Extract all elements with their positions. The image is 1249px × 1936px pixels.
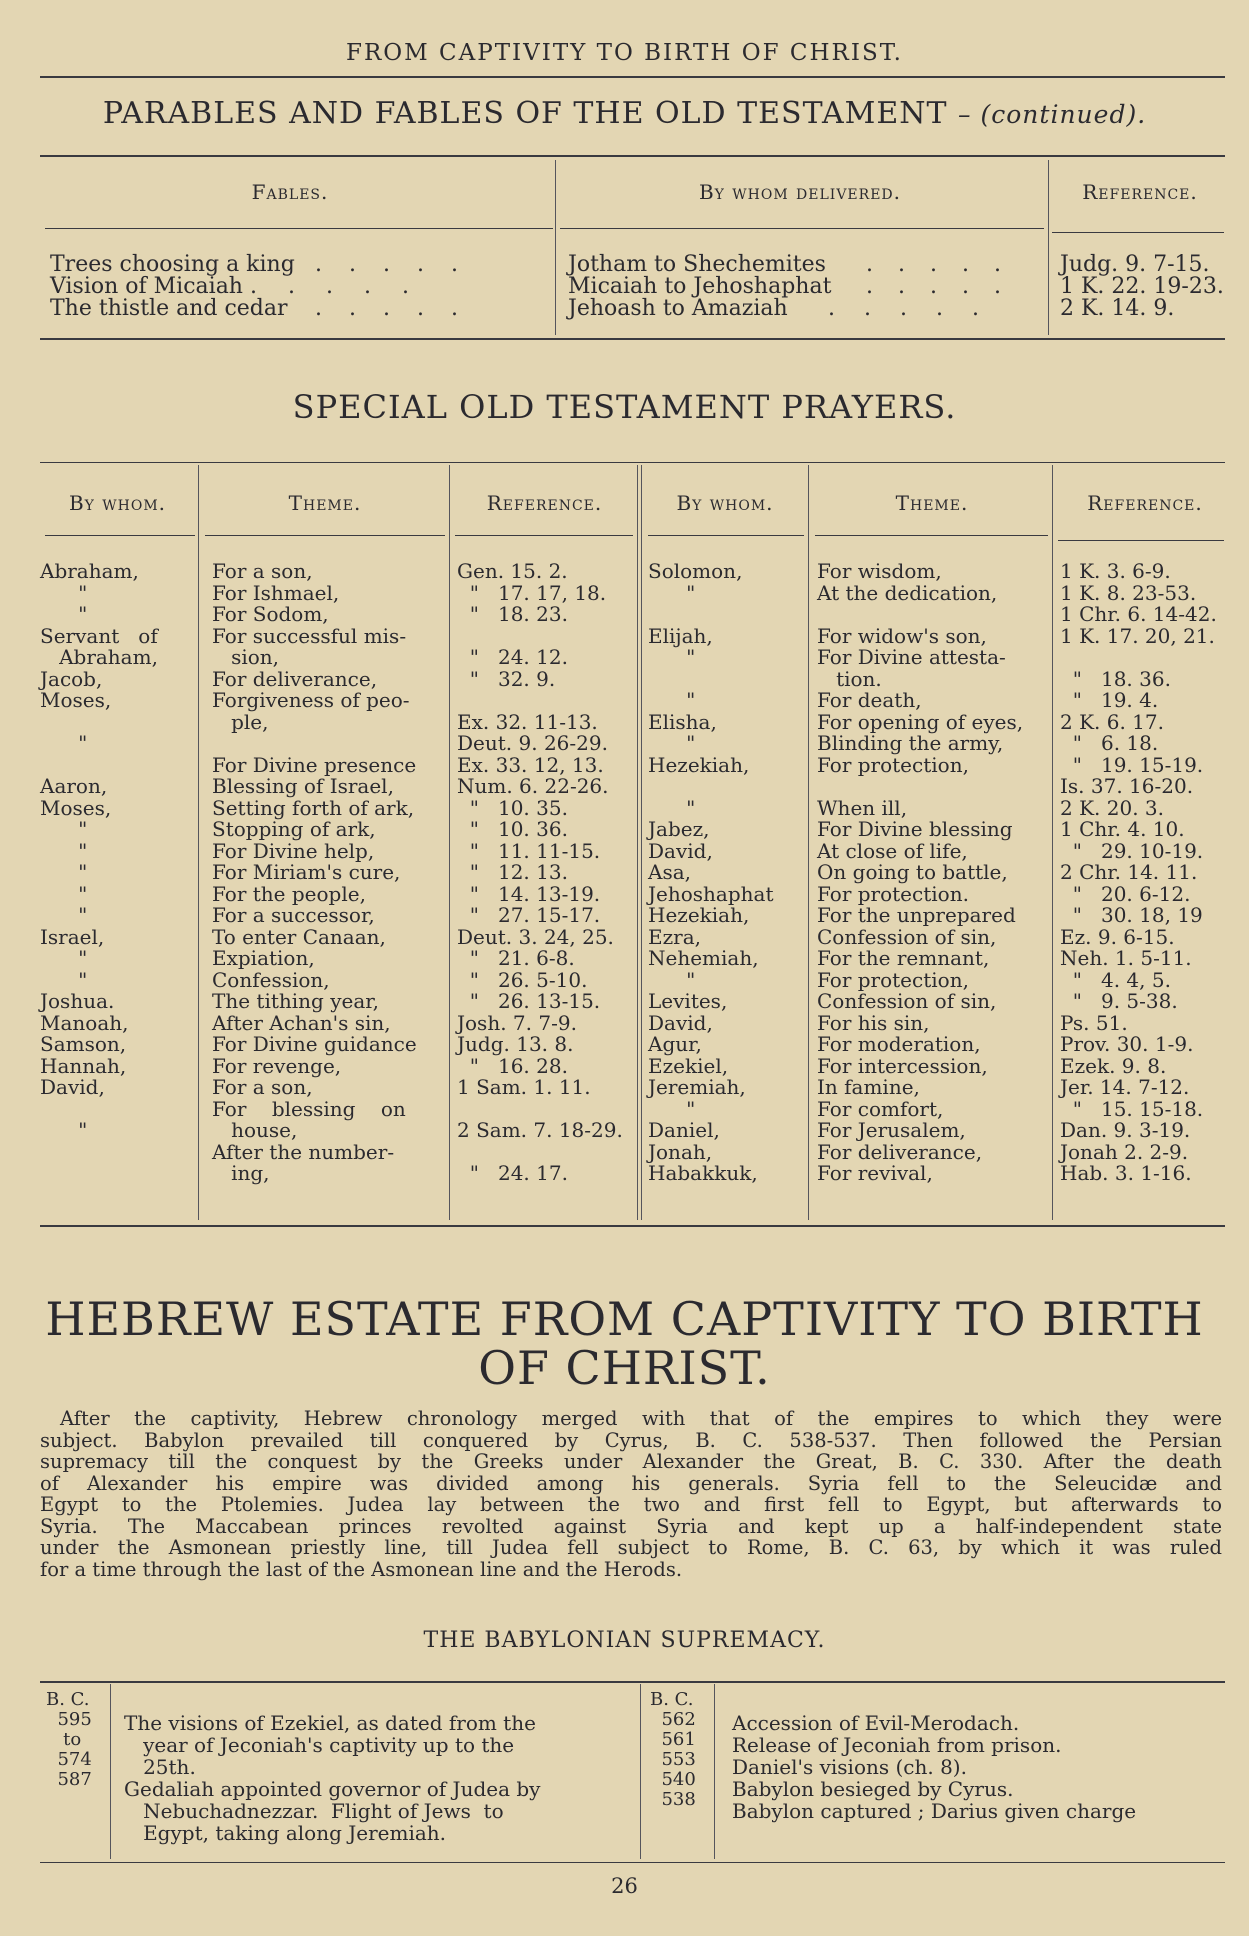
reference-column: Gen. 15. 2. " 17. 17, 18. " 18. 23. " 24. 12. " 32. 9. Ex. 32. 11-13. Deut. 9. 26-29. Ex. 33. 12, 13. Num. 6. 22-26. " 10. 35. " 10. 36. " 11. 11-15. " 12. 13. " 14. 13-19. " 27. 15-17. Deut. 3. 24, 25. " 21. 6-8. " 26. 5-10. " 26. 13-15. Josh. 7. 7-9. Judg. 13. 8. " 16. 28. 1 Sam. 1. 11. 2 Sam. 7. 18-29. " 24. 17. [457,559,623,1185]
theme-column: For a son, For Ishmael, For Sodom, For successful mis- sion, For deliverance, Forgiveness of peo- ple, For Divine presence Blessing of Israel, Setting forth of ark, Stopping of ark, For Divine help, For Miriam's cure, For the people, For a successor, To enter Canaan, Expiation, Confession, The tithing year, After Achan's sin, For Divine guidance For revenge, For a son, For blessing on house, After the number- ing, [212,559,417,1185]
section-title-line1: HEBREW ESTATE FROM CAPTIVITY TO BIRTH [45,1292,1204,1346]
divider [40,155,1225,157]
intro-paragraph: After the captivity, Hebrew chronology merged with that of the empires to which they were subject. Babylon prevailed till conquered by Cyrus, B. C. 538-537. Then followed the Persian supremacy till the conquest by the Greeks under Alexander the Great, B. C. 330. After the death of Alexander his empire was divided among his generals. Syria fell to the Seleucidæ and Egypt to the Ptolemies. Judea lay between the two and first fell to Egypt, but afterwards to Syria. The Maccabean princes revolted against Syria and kept up a half-independent state under the Asmonean priestly line, till Judea fell subject to Rome, B. C. 63, by which it was ruled for a time through the last of the Asmonean line and the Herods. [40,1407,1222,1581]
by-whom-col-header: By whom delivered. [698,180,901,204]
divider [40,462,1225,463]
left-years: B. C. 595 to 574 587 [46,1689,92,1790]
by-whom-header-2: By whom. [676,491,774,515]
divider [40,76,1225,78]
page-number: 26 [611,1874,638,1898]
right-years: B. C. 562 561 553 540 538 [650,1689,696,1810]
theme-header: Theme. [288,491,362,515]
theme-column-2: For wisdom, At the dedication, For widow's son, For Divine attesta- tion. For death, For opening of eyes, Blinding the army, For protection, When ill, For Divine blessing At close of life, On going to battle, For protection. For the unprepared Confession of sin, For the remnant, For protection, Confession of sin, For his sin, For moderation, For intercession, In famine, For comfort, For Jerusalem, For deliverance, For revival, [817,559,1024,1185]
by-whom-header: By whom. [68,491,167,515]
babylonian-title: THE BABYLONIAN SUPREMACY. [423,1628,826,1653]
left-events: The visions of Ezekiel, as dated from the year of Jeconiah's captivity up to the 25th. Gedaliah appointed governor of Judea by Nebuchadnezzar. Flight of Jews to Egypt, taking along Jeremiah. [124,1711,541,1845]
table-row: Vision of Micaiah . . . . . [50,274,421,299]
by-whom-column-2: Solomon, " Elijah, " " Elisha, " Hezekiah, " Jabez, David, Asa, Jehoshaphat Hezekiah, Ezra, Nehemiah, " Levites, David, Agur, Ezekiel, Jeremiah, " Daniel, Jonah, Habakkuk, [648,559,774,1185]
divider [40,1225,1225,1227]
reference-col-header: Reference. [1082,180,1198,204]
book-page: FROM CAPTIVITY TO BIRTH OF CHRIST. PARABLES AND FABLES OF THE OLD TESTAMENT – (continued). Fables. By whom delivered. Reference. Trees choosing a king . . . . . Vision of Micaiah . . . . . The thistle and cedar . . . . . Jotham to Shechemites . . . . . Micaiah to Jehoshaphat . . . . . Jehoash to Amaziah . . . . . Judg. 9. 7-15. 1 K. 22. 19-23. 2 K. 14. 9. SPECIAL OLD TESTAMENT PRAYERS. By whom. Theme. Reference. By whom. Theme. Reference. Abraham, " " Servant of Abraham, Jacob, Moses, " Aaron, Moses, " " " " " Israel, " " Joshua. Manoah, Samson, Hannah, David, " For a son, For Ishmael, For Sodom, For successful mis- sion, For deliverance, Forgiveness of peo- ple, For Divine presence Blessing of Israel, Setting forth of ark, Stopping of ark, For Divine help, For Miriam's cure, For the people, For a successor, To enter Canaan, Expiation, Confession, The tithing year, After Achan's sin, For Divine guidance For revenge, For a son, For blessing on house, After the number- ing, Gen. 15. 2. " 17. 17, 18. " 18. 23. " 24. 12. " 32. 9. Ex. 32. 11-13. Deut. 9. 26-29. Ex. 33. 12, 13. Num. 6. 22-26. " 10. 35. " 10. 36. " 11. 11-15. " 12. 13. " 14. 13-19. " 27. 15-17. Deut. 3. 24, 25. " 21. 6-8. " 26. 5-10. " 26. 13-15. Josh. 7. 7-9. Judg. 13. 8. " 16. 28. 1 Sam. 1. 11. 2 Sam. 7. 18-29. " 24. 17. Solomon, " Elijah, " " Elisha, " Hezekiah, " Jabez, David, Asa, Jehoshaphat Hezekiah, Ezra, Nehemiah, " Levites, David, Agur, Ezekiel, Jeremiah, " Daniel, Jonah, Habakkuk, For wisdom, At the dedication, For widow's son, For Divine attesta- tion. For death, For opening of eyes, Blinding the army, For protection, When ill, For Divine blessing At close of life, On going to battle, For protection. For the unprepared Confession of sin, For the remnant, For protection, Confession of sin, For his sin, For moderation, For intercession, In famine, For comfort, For Jerusalem, For deliverance, For revival, 1 K. 3. 6-9. 1 K. 8. 23-53. 1 Chr. 6. 14-42. 1 K. 17. 20, 21. " 18. 36. " 19. 4. 2 K. 6. 17. " 6. 18. " 19. 15-19. Is. 37. 16-20. 2 K. 20. 3. 1 Chr. 4. 10. " 29. 10-19. 2 Chr. 14. 11. " 20. 6-12. " 30. 18, 19 Ez. 9. 6-15. Neh. 1. 5-11. " 4. 4, 5. " 9. 5-38. Ps. 51. Prov. 30. 1-9. Ezek. 9. 8. Jer. 14. 7-12. " 15. 15-18. Dan. 9. 3-19. Jonah 2. 2-9. Hab. 3. 1-16. HEBREW ESTATE FROM CAPTIVITY TO BIRTH OF CHRIST. After the captivity, Hebrew chronology merged with that of the empires to which they were subject. Babylon prevailed till conquered by Cyrus, B. C. 538-537. Then followed the Persian supremacy till the conquest by the Greeks under Alexander the Great, B. C. 330. After the death of Alexander his empire was divided among his generals. Syria fell to the Seleucidæ and Egypt to the Ptolemies. Judea lay between the two and first fell to Egypt, but afterwards to Syria. The Maccabean princes revolted against Syria and kept up a half-independent state under the Asmonean priestly line, till Judea fell subject to Rome, B. C. 63, by which it was ruled for a time through the last of the Asmonean line and the Herods. THE BABYLONIAN SUPREMACY. B. C. 595 to 574 587 The visions of Ezekiel, as dated from the year of Jeconiah's captivity up to the 25th. Gedaliah appointed governor of Judea by Nebuchadnezzar. Flight of Jews to Egypt, taking along Jeremiah. B. C. 562 561 553 540 538 Accession of Evil-Merodach. Release of Jeconiah from prison. Daniel's visions (ch. 8). Babylon besieged by Cyrus. Babylon captured ; Darius given charge 26 [0,0,1249,1936]
divider [40,1681,1225,1683]
divider [40,1862,1225,1863]
reference-header: Reference. [486,491,603,515]
reference-column-2: 1 K. 3. 6-9. 1 K. 8. 23-53. 1 Chr. 6. 14-42. 1 K. 17. 20, 21. " 18. 36. " 19. 4. 2 K. 6. 17. " 6. 18. " 19. 15-19. Is. 37. 16-20. 2 K. 20. 3. 1 Chr. 4. 10. " 29. 10-19. 2 Chr. 14. 11. " 20. 6-12. " 30. 18, 19 Ez. 9. 6-15. Neh. 1. 5-11. " 4. 4, 5. " 9. 5-38. Ps. 51. Prov. 30. 1-9. Ezek. 9. 8. Jer. 14. 7-12. " 15. 15-18. Dan. 9. 3-19. Jonah 2. 2-9. Hab. 3. 1-16. [1060,559,1217,1185]
divider [40,338,1225,340]
fables-col-header: Fables. [251,180,329,204]
by-whom-column: Abraham, " " Servant of Abraham, Jacob, Moses, " Aaron, Moses, " " " " " Israel, " " Joshua. Manoah, Samson, Hannah, David, " [40,559,158,1142]
table-row: Trees choosing a king . . . . . [50,252,468,277]
prayers-title: SPECIAL OLD TESTAMENT PRAYERS. [292,388,957,426]
parables-title: PARABLES AND FABLES OF THE OLD TESTAMENT – (continued). [102,96,1147,131]
reference-header-2: Reference. [1087,491,1203,515]
section-title-line2: OF CHRIST. [478,1341,771,1395]
right-events: Accession of Evil-Merodach. Release of Jeconiah from prison. Daniel's visions (ch. 8). Babylon besieged by Cyrus. Babylon captured ; Darius given charge [732,1711,1137,1823]
running-head: FROM CAPTIVITY TO BIRTH OF CHRIST. [346,40,903,66]
table-row: The thistle and cedar . . . . . [50,296,468,321]
theme-header-2: Theme. [895,491,969,515]
